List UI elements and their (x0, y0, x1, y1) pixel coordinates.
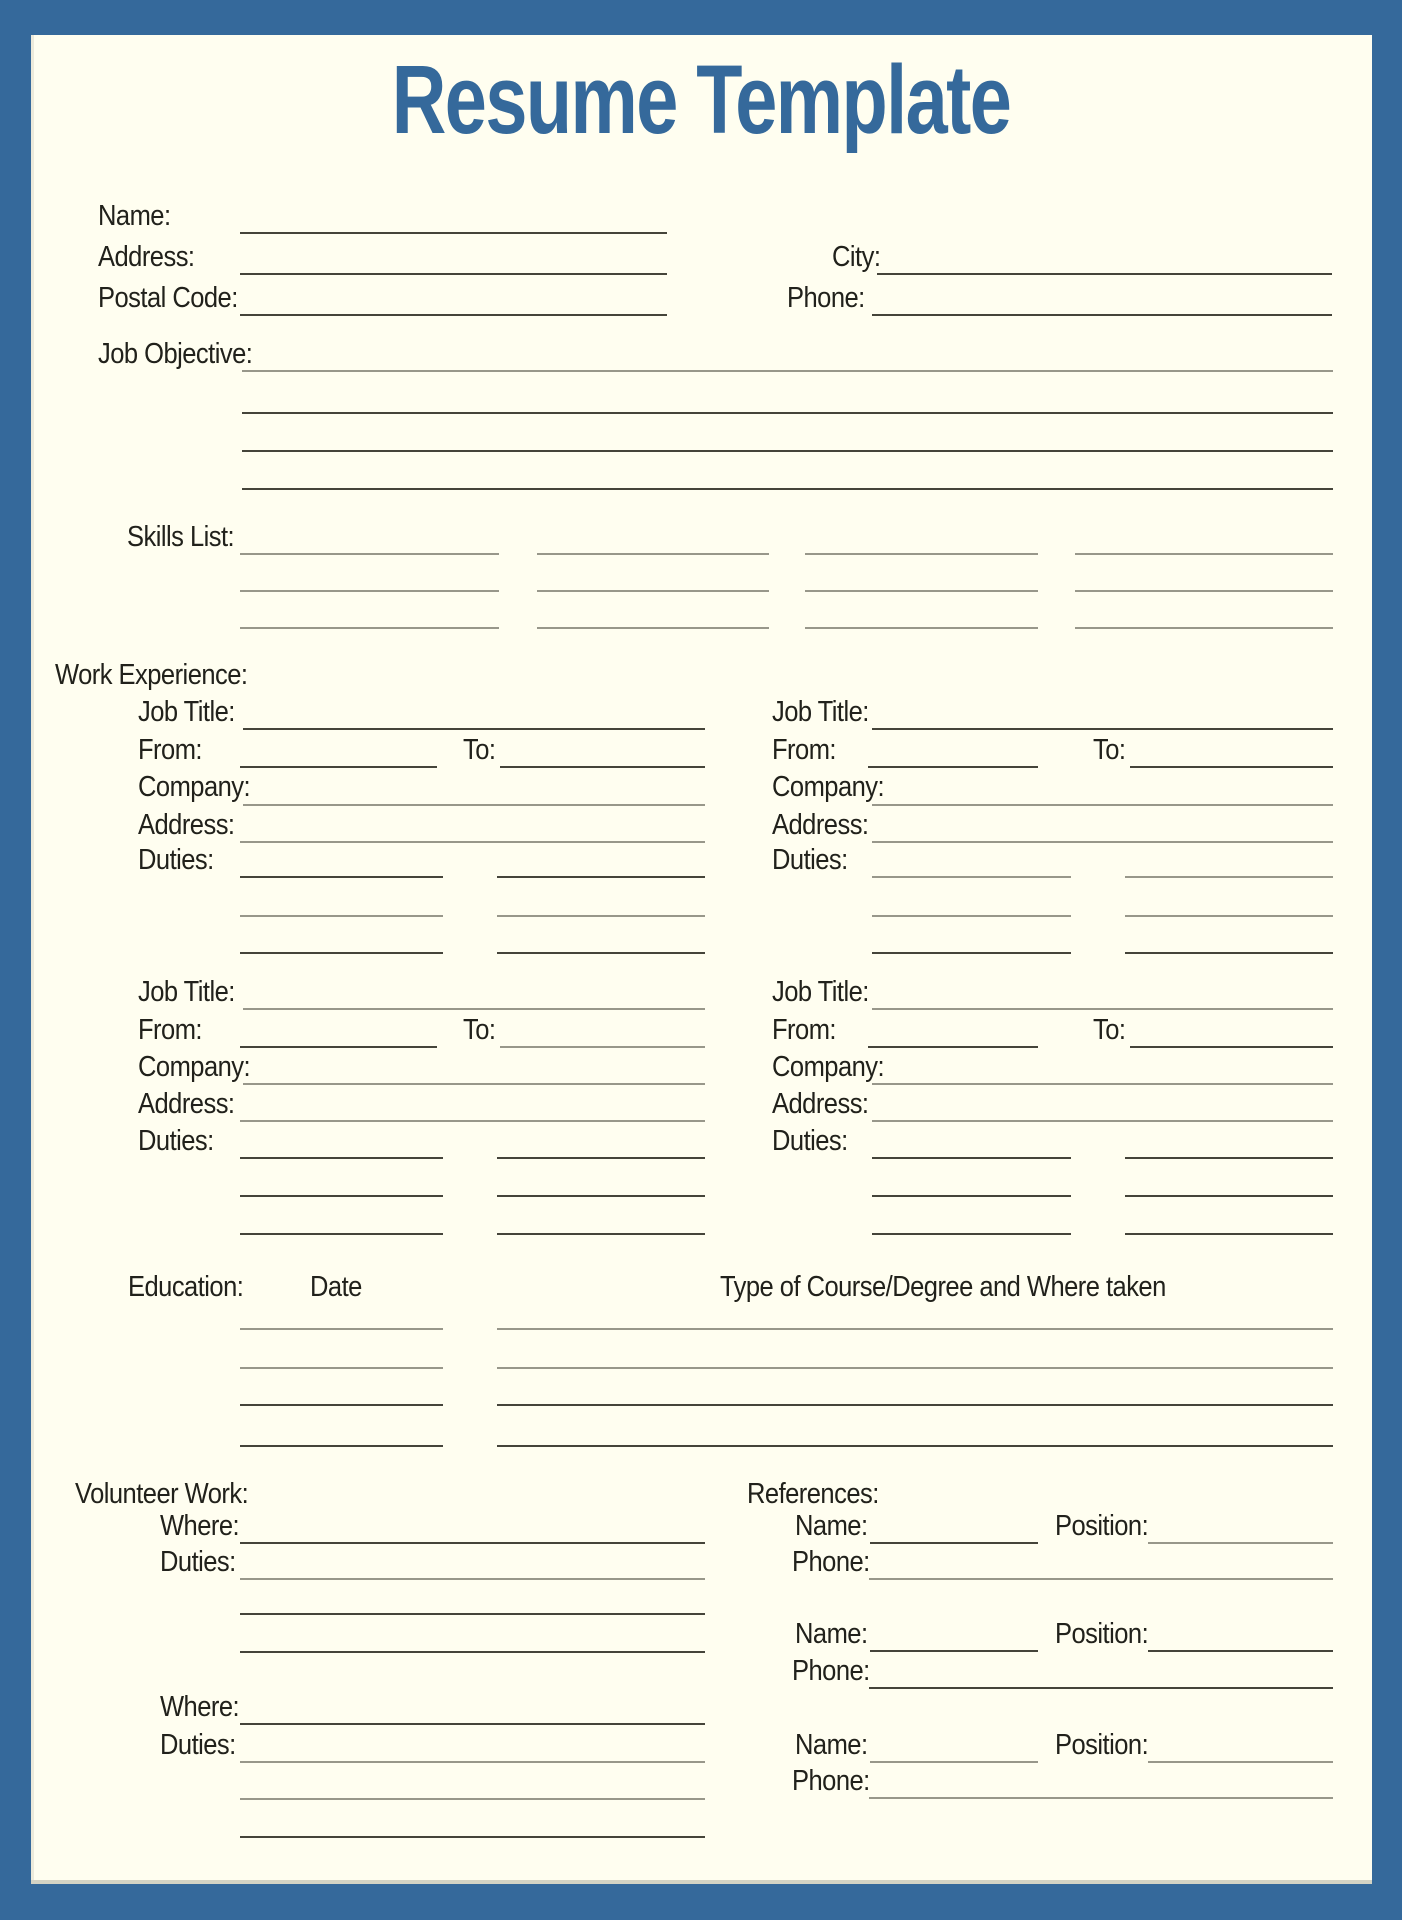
education-course-header: Type of Course/Degree and Where taken (720, 1271, 1166, 1303)
we2r-to-line (1130, 1046, 1333, 1048)
we2r-address-label: Address: (772, 1088, 869, 1120)
we2l-from-line (240, 1046, 437, 1048)
education-course-line-4 (497, 1445, 1333, 1447)
ref3-phone-line (869, 1797, 1333, 1799)
we1l-job-title-line (243, 728, 705, 730)
we2r-company-line (872, 1083, 1333, 1085)
we2l-duties-line-r2c2 (497, 1195, 705, 1197)
we2l-duties-line-r1c2 (497, 1157, 705, 1159)
we1r-company-label: Company: (772, 771, 885, 803)
education-course-line-1 (497, 1328, 1333, 1330)
we2r-duties-line-r2c2 (1125, 1195, 1333, 1197)
we1r-duties-label: Duties: (772, 844, 848, 876)
we2r-duties-label: Duties: (772, 1125, 848, 1157)
job-objective-line-2 (242, 412, 1333, 414)
we1l-duties-line-r2c1 (240, 915, 443, 917)
ref3-position-line (1148, 1761, 1333, 1763)
ref1-phone-line (869, 1578, 1333, 1580)
ref1-name-line (870, 1542, 1038, 1544)
ref1-name-label: Name: (795, 1510, 868, 1542)
we2r-duties-line-r3c2 (1125, 1233, 1333, 1235)
skills-line-r3c2 (537, 627, 769, 629)
skills-line-r3c4 (1075, 627, 1333, 629)
education-date-header: Date (310, 1271, 362, 1303)
we1r-to-label: To: (1093, 734, 1126, 766)
ref2-position-line (1148, 1650, 1333, 1652)
we1l-duties-line-r1c1 (240, 876, 443, 878)
education-date-line-2 (240, 1367, 443, 1369)
ref3-name-line (870, 1761, 1038, 1763)
volunteer1-duties-line-1 (240, 1578, 705, 1580)
we1r-duties-line-r3c2 (1125, 952, 1333, 954)
job-objective-line-4 (242, 488, 1333, 490)
skills-list-label: Skills List: (127, 521, 235, 553)
education-course-line-3 (497, 1404, 1333, 1406)
we2r-from-label: From: (772, 1014, 836, 1046)
address-line (240, 273, 667, 275)
we1r-duties-line-r2c1 (872, 915, 1071, 917)
volunteer2-duties-line-1 (240, 1761, 705, 1763)
we1r-address-line (872, 841, 1333, 843)
ref3-position-label: Position: (1055, 1729, 1149, 1761)
we1r-address-label: Address: (772, 809, 869, 841)
we2l-duties-line-r3c1 (240, 1233, 443, 1235)
we1l-company-label: Company: (138, 771, 251, 803)
we1l-job-title-label: Job Title: (138, 696, 235, 728)
volunteer2-where-label: Where: (160, 1691, 240, 1723)
ref3-phone-label: Phone: (792, 1765, 870, 1797)
we2r-job-title-line (872, 1008, 1333, 1010)
we2l-duties-line-r2c1 (240, 1195, 443, 1197)
name-label: Name: (98, 200, 171, 232)
education-date-line-1 (240, 1328, 443, 1330)
we1r-duties-line-r1c1 (872, 876, 1071, 878)
education-date-line-3 (240, 1404, 443, 1406)
we2l-duties-label: Duties: (138, 1125, 214, 1157)
skills-line-r2c2 (537, 590, 769, 592)
we1l-duties-line-r2c2 (497, 915, 705, 917)
we1r-from-line (868, 766, 1038, 768)
volunteer2-duties-label: Duties: (160, 1729, 236, 1761)
we2r-from-line (868, 1046, 1038, 1048)
volunteer1-duties-line-3 (240, 1651, 705, 1653)
we1l-duties-label: Duties: (138, 844, 214, 876)
we2l-duties-line-r3c2 (497, 1233, 705, 1235)
job-objective-label: Job Objective: (98, 338, 253, 370)
we2r-job-title-label: Job Title: (772, 976, 869, 1008)
volunteer1-duties-label: Duties: (160, 1546, 236, 1578)
we1l-address-label: Address: (138, 809, 235, 841)
we1l-to-label: To: (463, 734, 496, 766)
skills-line-r3c1 (240, 627, 499, 629)
ref2-phone-label: Phone: (792, 1655, 870, 1687)
we2l-job-title-label: Job Title: (138, 976, 235, 1008)
we2l-duties-line-r1c1 (240, 1157, 443, 1159)
we2l-company-label: Company: (138, 1051, 251, 1083)
skills-line-r2c3 (805, 590, 1038, 592)
job-objective-line-3 (242, 450, 1333, 452)
ref2-name-line (870, 1650, 1038, 1652)
name-line (240, 232, 667, 234)
we2r-duties-line-r3c1 (872, 1233, 1071, 1235)
we1r-to-line (1130, 766, 1333, 768)
we1r-company-line (872, 804, 1333, 806)
skills-line-r2c1 (240, 590, 499, 592)
phone-label: Phone: (787, 282, 865, 314)
we1r-duties-line-r3c1 (872, 952, 1071, 954)
we2r-duties-line-r2c1 (872, 1195, 1071, 1197)
education-heading: Education: (128, 1271, 244, 1303)
skills-line-r3c3 (805, 627, 1038, 629)
we1l-to-line (500, 766, 705, 768)
postal-code-label: Postal Code: (98, 282, 238, 314)
we1r-job-title-label: Job Title: (772, 696, 869, 728)
we2l-job-title-line (243, 1008, 705, 1010)
volunteer2-where-line (240, 1723, 705, 1725)
we1l-duties-line-r3c1 (240, 952, 443, 954)
we2l-address-line (240, 1120, 705, 1122)
we2l-to-line (500, 1046, 705, 1048)
we1l-duties-line-r3c2 (497, 952, 705, 954)
we1r-from-label: From: (772, 734, 836, 766)
address-label: Address: (98, 241, 195, 273)
ref3-name-label: Name: (795, 1729, 868, 1761)
we2r-company-label: Company: (772, 1051, 885, 1083)
city-label: City: (832, 241, 881, 273)
we2l-company-line (243, 1083, 705, 1085)
ref1-position-line (1148, 1542, 1333, 1544)
we1l-address-line (240, 841, 705, 843)
volunteer2-duties-line-2 (240, 1798, 705, 1800)
we1l-from-line (240, 766, 437, 768)
phone-line (872, 314, 1332, 316)
skills-line-r2c4 (1075, 590, 1333, 592)
ref2-phone-line (869, 1687, 1333, 1689)
we1l-duties-line-r1c2 (497, 876, 705, 878)
skills-line-r1c4 (1075, 553, 1333, 555)
we1l-company-line (243, 804, 705, 806)
education-date-line-4 (240, 1445, 443, 1447)
postal-code-line (240, 314, 667, 316)
volunteer2-duties-line-3 (240, 1836, 705, 1838)
references-heading: References: (747, 1478, 879, 1510)
we1l-from-label: From: (138, 734, 202, 766)
skills-line-r1c2 (537, 553, 769, 555)
we2l-to-label: To: (463, 1014, 496, 1046)
work-experience-heading: Work Experience: (55, 659, 248, 691)
volunteer1-where-label: Where: (160, 1510, 240, 1542)
volunteer1-where-line (240, 1542, 705, 1544)
ref1-position-label: Position: (1055, 1510, 1149, 1542)
we1r-job-title-line (872, 728, 1333, 730)
we2l-from-label: From: (138, 1014, 202, 1046)
we2r-address-line (872, 1120, 1333, 1122)
ref2-name-label: Name: (795, 1618, 868, 1650)
we2r-duties-line-r1c1 (872, 1157, 1071, 1159)
volunteer1-duties-line-2 (240, 1613, 705, 1615)
city-line (877, 273, 1332, 275)
skills-line-r1c3 (805, 553, 1038, 555)
we1r-duties-line-r1c2 (1125, 876, 1333, 878)
we2r-to-label: To: (1093, 1014, 1126, 1046)
page-title: Resume Template (391, 45, 1011, 154)
education-course-line-2 (497, 1367, 1333, 1369)
job-objective-line-1 (242, 370, 1333, 372)
we2l-address-label: Address: (138, 1088, 235, 1120)
volunteer-heading: Volunteer Work: (75, 1478, 249, 1510)
ref1-phone-label: Phone: (792, 1546, 870, 1578)
we2r-duties-line-r1c2 (1125, 1157, 1333, 1159)
skills-line-r1c1 (240, 553, 499, 555)
we1r-duties-line-r2c2 (1125, 915, 1333, 917)
ref2-position-label: Position: (1055, 1618, 1149, 1650)
